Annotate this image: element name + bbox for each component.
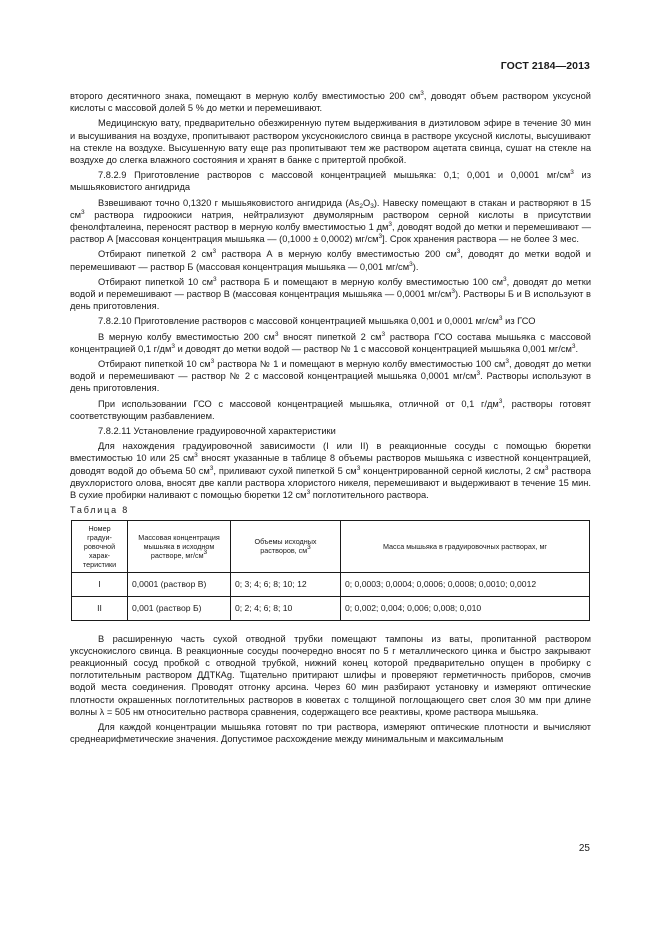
text-run: ]. Срок хранения раствора — не более 3 мес. (382, 234, 579, 245)
table-cell: 0; 2; 4; 6; 8; 10 (231, 596, 341, 620)
superscript: 3 (213, 275, 217, 283)
table-row (72, 596, 590, 620)
text-run: вносят указанные в таблице 8 объемы растворов мышьяка с известной концентрацией, доводят водой до объема 50 см (70, 453, 591, 476)
text-run: Медицинскую вату, предварительно обезжиренную путем выдерживания в диэтиловом эфире в течение 30 мин и высушивания на воздухе, пропитывают раствором уксуснокислого свинца в растворе уксусной кислоты, высушивают на стекле на воздухе. Высушенную вату еще раз пропитывают тем же раствором ацетата свинца, сушат на стекле на воздухе до слегка влажного состояния и хранят в банке с притертой пробкой. (70, 118, 591, 166)
superscript: 3 (203, 548, 208, 556)
text-run: раствора двухлористого олова, вносят две капли раствора хлористого никеля, перемешивают и выдерживают в течение 15 мин. В сухие пробирки наливают с помощью бюретки 12 см (70, 465, 591, 501)
paragraph (70, 276, 591, 313)
paragraph (70, 721, 591, 745)
text-run: . Растворы используют в день приготовления. (70, 371, 591, 394)
text-run: Для каждой концентрации мышьяка готовят по три раствора, измеряют оптические плотности и вычисляют среднеарифметические значения. Допустимое расхождение между минимальным и максимальным (70, 721, 591, 745)
text-run: раствора А в мерную колбу вместимостью 200 см (216, 249, 457, 260)
text-run: 7.8.2.10 Приготовление растворов с массовой концентрацией мышьяка 0,001 и 0,0001 мг/см (98, 316, 499, 327)
text-run: ). (412, 261, 419, 272)
table-header-cell (231, 520, 341, 572)
superscript: 3 (388, 221, 393, 229)
paragraphs-before-table (70, 90, 591, 501)
text-run: раствора ГСО состава мышьяка с массовой концентрацией 0,1 г/дм (70, 331, 591, 354)
text-run: Отбирают пипеткой 10 см (98, 359, 211, 370)
table-cell: II (72, 596, 128, 620)
text-run: 7.8.2.11 Установление градуировочной характеристики (98, 426, 336, 437)
text-run: , доводят объем раствором уксусной кислоты с массовой долей 5 % до метки и перемешивают. (70, 91, 591, 114)
text-run: ). Растворы Б и В используют в день приготовления. (70, 289, 591, 312)
superscript: 3 (212, 248, 217, 256)
table-cell: 0; 0,002; 0,004; 0,006; 0,008; 0,010 (341, 596, 590, 620)
table-cell: 0,001 (раствор Б) (128, 596, 231, 620)
paragraph (70, 398, 591, 422)
superscript: 3 (570, 169, 574, 177)
table-caption: Таблица 8 (70, 505, 129, 516)
text-run: из ГСО (502, 316, 536, 327)
superscript: 3 (306, 489, 311, 497)
text-run: , доводят до метки водой и перемешивают — раствор № 2 с массовой концентрацией мышьяка 0,0001 мг/см (70, 359, 592, 382)
text-run: поглотительного раствора. (310, 490, 429, 501)
superscript: 3 (476, 370, 481, 378)
paragraph (70, 90, 591, 114)
text-run: В мерную колбу вместимостью 200 см (98, 331, 275, 342)
paragraph (70, 197, 591, 246)
paragraph (70, 633, 591, 718)
header-line: Объемы исходных (254, 537, 317, 546)
page-number: 25 (578, 843, 590, 854)
superscript: 3 (381, 330, 386, 338)
text-run: раствора № 1 и помещают в мерную колбу вместимостью 100 см (214, 359, 506, 370)
paragraph (70, 331, 591, 355)
subscript: 2 (359, 202, 363, 210)
superscript: 3 (498, 397, 503, 405)
text-run: При использовании ГСО с массовой концентрацией мышьяка, отличной от 0,1 г/дм (98, 398, 499, 409)
header-line: ровочной харак- (83, 541, 116, 560)
paragraph (70, 358, 591, 395)
table-body (72, 572, 590, 620)
text-run: раствора гидроокиси натрия, нейтрализуют двумолярным раствором серной кислоты в присутствии фенолфталеина, переносят раствор в мерную колбу вместимостью 1 дм (70, 209, 591, 233)
text-run: , приливают сухой пипеткой 5 см (213, 465, 357, 476)
superscript: 3 (571, 342, 576, 350)
text-run: ). Навеску помещают в стакан и растворяют в 15 см (70, 197, 591, 220)
text-run: O (362, 197, 371, 208)
header-line: теристики (82, 559, 117, 569)
header-line: мышьяка в исходном (143, 541, 215, 551)
text-run: второго десятичного знака, помещают в мерную колбу вместимостью 200 см (70, 91, 421, 101)
text-run: раствора Б и помещают в мерную колбу вместимостью 100 см (216, 276, 503, 287)
superscript: 3 (307, 544, 311, 551)
text-run: . (575, 343, 579, 354)
table-header-row (72, 520, 590, 572)
superscript: 3 (274, 330, 279, 338)
superscript: 3 (456, 248, 461, 256)
superscript: 3 (209, 464, 214, 472)
paragraph (70, 117, 591, 166)
subscript: 3 (370, 202, 374, 210)
table-cell: 0; 0,0003; 0,0004; 0,0006; 0,0008; 0,0010; 0,0012 (341, 572, 590, 596)
superscript: 3 (503, 275, 507, 283)
text-run: Отбирают пипеткой 10 см (98, 276, 214, 287)
paragraph (70, 248, 591, 272)
text-run: , доводят до метки водой и перемешивают — раствор Б (массовая концентрация мышьяка — 0,001 мг/см (70, 249, 591, 272)
text-run: , доводят до метки водой и перемешивают — раствор В (массовая концентрация мышьяка — 0,0001 мг/см (70, 276, 592, 300)
text-run: , растворы готовят соответствующим разбавлением. (70, 398, 591, 421)
text-run: В расширенную часть сухой отводной трубки помещают тампоны из ваты, пропитанной раствором уксуснокислого свинца. В реакционные сосуды поочередно вносят по 5 г металлического цинка и быстро закрывают реакционный сосуд пробкой с отводной трубкой, нижний конец которой предварительно опущен в пробирку с поглотительным раствором ДДТКАg. Тщательно притирают шлифы и проверяют герметичность приборов, смочив водой места соединения. Проводят отгонку арсина. Через 60 мин разбирают установку и измеряют оптические плотности окрашенных поглотительных растворов в кюветах с толщиной поглощающего свет слоя 30 мм при длине волны λ = 505 нм относительно раствора сравнения, содержащего все реактивы, кроме раствора мышьяка. (70, 633, 591, 717)
superscript: 3 (81, 208, 85, 216)
superscript: 3 (210, 358, 215, 366)
text-run: Отбирают пипеткой 2 см (98, 249, 213, 260)
table-cell: 0,0001 (раствор В) (128, 572, 231, 596)
text-run: и доводят до метки водой — раствор № 1 с массовой концентрацией мышьяка 0,001 мг/см (175, 343, 572, 354)
superscript: 3 (498, 315, 503, 323)
table-cell: 0; 3; 4; 6; 8; 10; 12 (231, 572, 341, 596)
superscript: 3 (420, 90, 424, 97)
paragraphs-after-table (70, 633, 591, 746)
table-header-cell (128, 520, 231, 572)
table-cell: I (72, 572, 128, 596)
superscript: 3 (505, 358, 509, 366)
text-run: из мышьяковистого ангидрида (70, 170, 592, 193)
header-line: Массовая концентрация (138, 532, 220, 542)
paragraph (70, 425, 591, 437)
superscript: 3 (378, 233, 383, 241)
paragraph (70, 315, 591, 327)
header-line: растворе, мг/см (150, 550, 204, 560)
header-line: Масса мышьяка в градуировочных растворах, мг (382, 541, 548, 551)
text-run: , доводят водой до метки и перемешивают — раствор А [массовая концентрация мышьяка — (0,1000 ± 0,0002) мг/см (70, 222, 592, 245)
text-run: Для нахождения градуировочной зависимости (I или II) в реакционные сосуды с помощью бюретки вместимостью 10 или 25 см (70, 441, 591, 464)
header-line: растворов, см (260, 546, 308, 555)
text-run: вносят пипеткой 2 см (278, 331, 382, 342)
table-row (72, 572, 590, 596)
header-line: Номер градуи- (87, 523, 112, 542)
table-8 (71, 520, 590, 621)
text-run: 7.8.2.9 Приготовление растворов с массовой концентрацией мышьяка: 0,1; 0,001 и 0,0001 мг/см (98, 170, 571, 181)
document-body (70, 90, 591, 748)
superscript: 3 (409, 260, 413, 268)
paragraph (70, 440, 591, 501)
superscript: 3 (356, 464, 361, 472)
table-header-cell (341, 520, 590, 572)
text-run: Взвешивают точно 0,1320 г мышьяковистого ангидрида (As (98, 197, 360, 208)
superscript: 3 (451, 288, 456, 296)
text-run: концентрированной серной кислоты, 2 см (360, 465, 545, 476)
superscript: 3 (171, 342, 175, 350)
superscript: 3 (194, 452, 198, 460)
table-header-cell (72, 520, 128, 572)
superscript: 3 (544, 464, 549, 472)
paragraph (70, 169, 591, 193)
standard-header: ГОСТ 2184—2013 (500, 60, 590, 72)
